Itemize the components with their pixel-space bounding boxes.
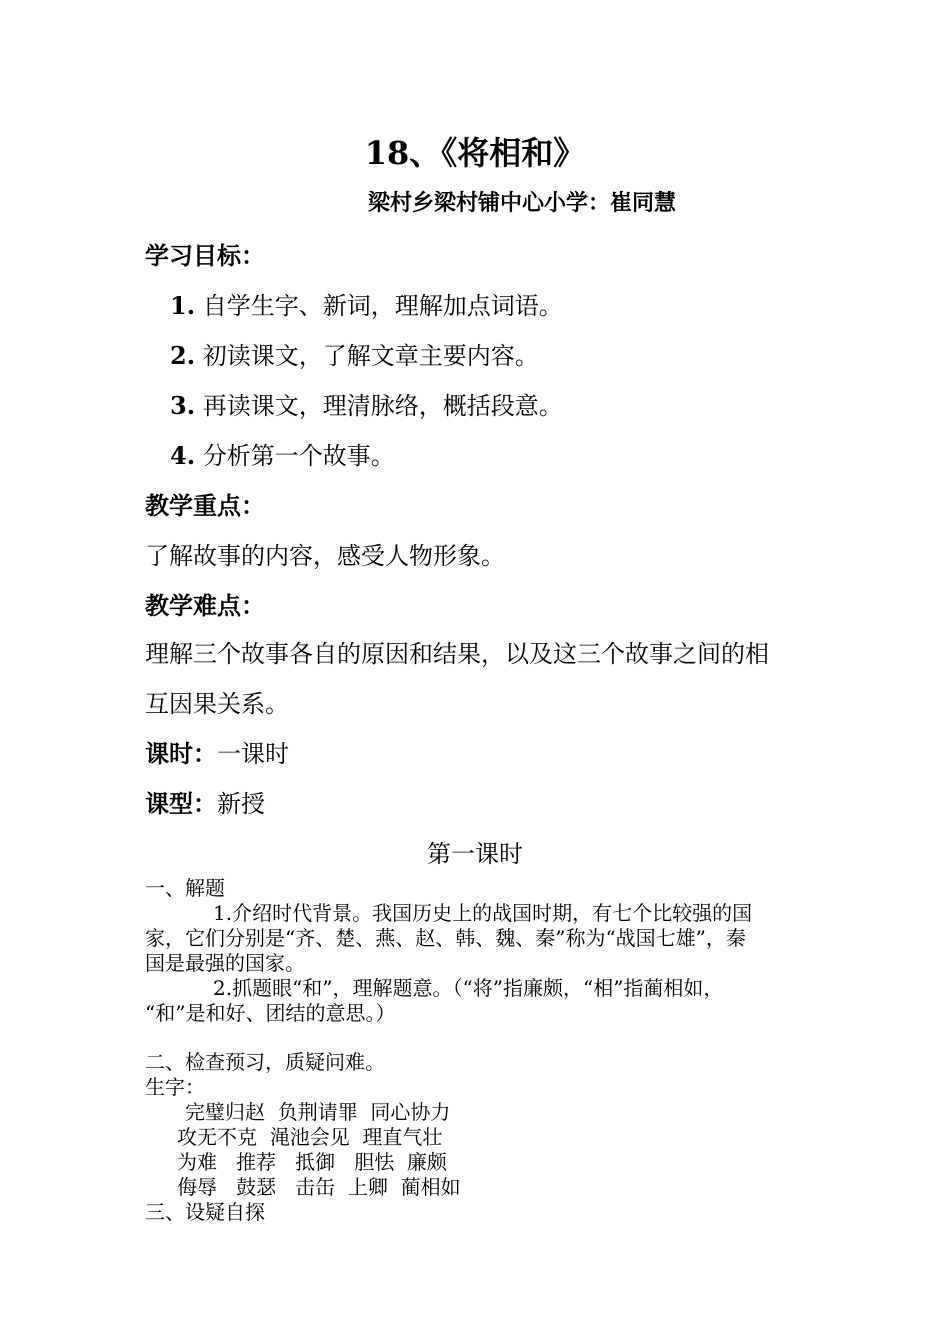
section-1-paragraph-1-line-1: 1.介绍时代背景。我国历史上的战国时期，有七个比较强的国 [213,901,753,925]
goal-number: 4. [170,441,196,470]
key-point-text: 了解故事的内容，感受人物形象。 [145,542,505,570]
class-type [145,784,265,819]
difficulty-heading: 教学难点： [145,591,265,620]
lesson-title: 第一课时 [427,840,523,868]
goal-text: 再读课文，理清脉络，概括段意。 [202,392,563,420]
author-line: 梁村乡梁村铺中心小学：崔同慧 [368,190,677,216]
section-1-paragraph-1-line-2: 家，它们分别是“齐、楚、燕、赵、韩、魏、秦”称为“战国七雄”，秦 [145,926,746,950]
difficulty-text-line-1: 理解三个故事各自的原因和结果，以及这三个故事之间的相 [145,640,769,668]
section-2-heading: 二、检查预习，质疑问难。 [145,1050,385,1074]
goal-number: 1. [170,291,196,320]
key-point-heading: 教学重点： [145,491,265,520]
goals-heading: 学习目标： [145,241,265,270]
goal-item [170,336,539,371]
section-1-paragraph-2-line-2: “和”是和好、团结的意思。） [145,1001,396,1025]
goal-text: 分析第一个故事。 [202,442,395,470]
section-3-heading: 三、设疑自探 [145,1200,265,1224]
goal-number: 3. [170,391,196,420]
document-title: 18、《将相和》 [364,134,586,172]
vocabulary-row: 攻无不克 渑池会见 理直气壮 [177,1125,443,1149]
class-type-label: 课型： [145,789,217,818]
class-hours-value: 一课时 [217,740,289,768]
vocabulary-row: 为难 推荐 抵御 胆怯 廉颇 [177,1150,447,1174]
vocabulary-row: 完璧归赵 负荆请罪 同心协力 [185,1100,451,1124]
vocabulary-label: 生字： [145,1075,205,1099]
vocabulary-row: 侮辱 鼓瑟 击缶 上卿 蔺相如 [177,1175,461,1199]
goal-item [170,436,395,471]
goal-text: 自学生字、新词，理解加点词语。 [202,292,563,320]
class-type-value: 新授 [217,790,265,818]
difficulty-text-line-2: 互因果关系。 [145,690,289,718]
goal-item [170,386,563,421]
section-1-paragraph-2-line-1: 2.抓题眼“和”，理解题意。（“将”指廉颇，“相”指蔺相如， [213,976,724,1000]
goal-number: 2. [170,341,196,370]
class-hours-label: 课时： [145,739,217,768]
section-1-heading: 一、解题 [145,876,225,900]
class-hours [145,734,289,769]
section-1-paragraph-1-line-3: 国是最强的国家。 [145,951,305,975]
goal-item [170,286,563,321]
goal-text: 初读课文，了解文章主要内容。 [202,342,539,370]
